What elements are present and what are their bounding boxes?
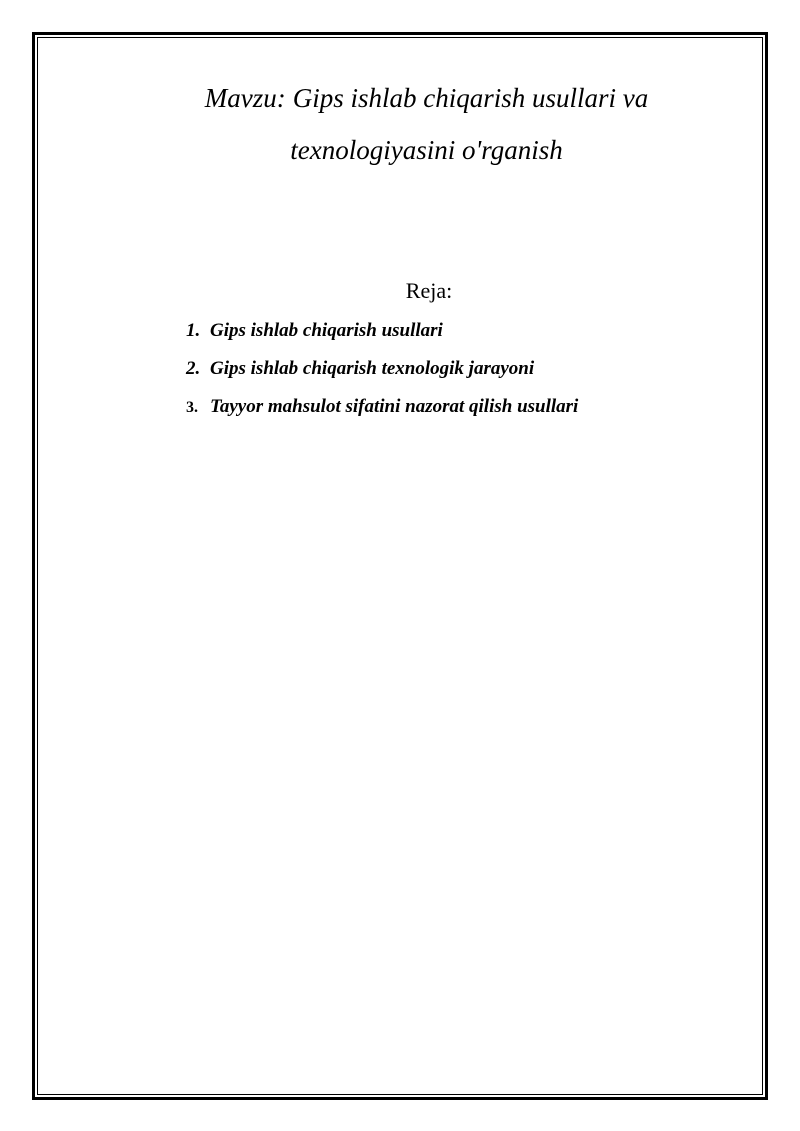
plan-heading: Reja:	[405, 278, 453, 303]
title-text-line-1: Gips ishlab chiqarish usullari va	[292, 83, 649, 113]
plan-item-number: 2.	[186, 358, 201, 379]
plan-item-number: 3.	[186, 399, 198, 416]
plan-item-text: Tayyor mahsulot sifatini nazorat qilish usullari	[210, 396, 579, 417]
title-line-2: texnologiyasini o'rganish	[290, 135, 563, 165]
page-border-inner	[37, 37, 763, 1095]
plan-item	[186, 354, 578, 392]
title-line-1	[150, 72, 703, 124]
plan-list	[186, 316, 578, 430]
plan-item	[186, 316, 578, 354]
document-title	[150, 72, 703, 176]
plan-item	[186, 392, 578, 430]
plan-item-text: Gips ishlab chiqarish usullari	[210, 320, 443, 341]
plan-item-text: Gips ishlab chiqarish texnologik jarayoni	[210, 358, 535, 379]
topic-label: Mavzu:	[204, 83, 286, 113]
plan-item-number: 1.	[186, 320, 201, 341]
